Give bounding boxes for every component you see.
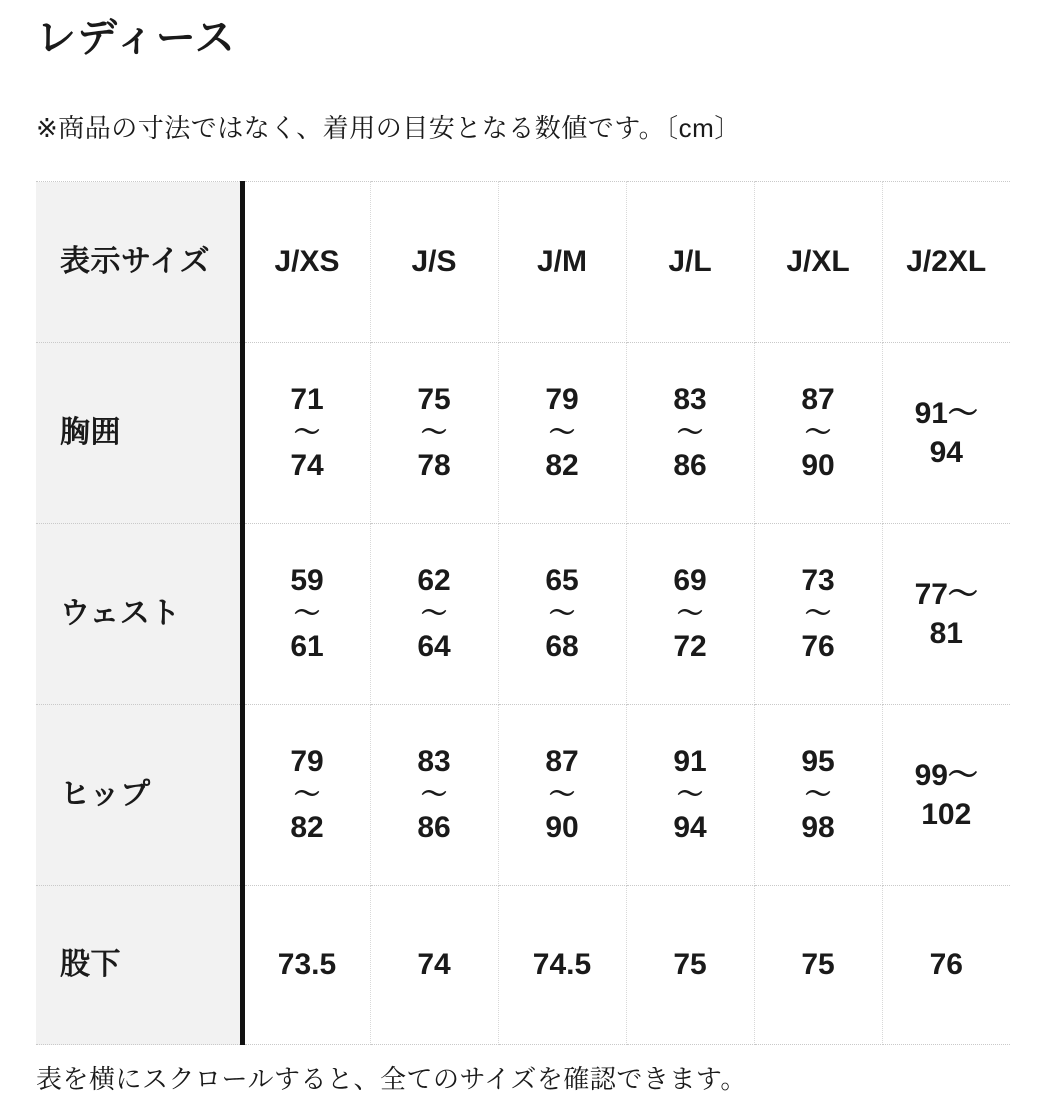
range-tilde: 〜 — [420, 417, 447, 448]
value-from: 59 — [290, 563, 324, 597]
value-to: 94 — [929, 436, 963, 469]
range-tilde: 〜 — [804, 598, 831, 629]
table-corner-label: 表示サイズ — [36, 182, 242, 343]
value-to: 102 — [921, 798, 972, 831]
column-header-j2xl: J/2XL — [882, 182, 1010, 343]
value-to: 86 — [417, 810, 451, 844]
value-from: 91 — [673, 744, 707, 778]
value-to: 82 — [290, 810, 324, 844]
range-tilde: 〜 — [548, 779, 575, 810]
value-to: 76 — [801, 629, 835, 663]
cell-hip-j2xl — [882, 705, 1010, 886]
value-from: 79 — [545, 382, 579, 416]
table-row — [36, 343, 1010, 524]
value-from: 79 — [290, 744, 324, 778]
value-from: 65 — [545, 563, 579, 597]
value-to: 90 — [545, 810, 579, 844]
cell-bust-js — [370, 343, 498, 524]
value-from: 71 — [290, 382, 324, 416]
cell-hip-jl — [626, 705, 754, 886]
cell-inseam-js: 74 — [370, 886, 498, 1045]
cell-waist-j2xl — [882, 524, 1010, 705]
value-to: 94 — [673, 810, 707, 844]
cell-waist-jl — [626, 524, 754, 705]
column-header-jxs: J/XS — [242, 182, 370, 343]
value-to: 86 — [673, 448, 707, 482]
value-to: 78 — [417, 448, 451, 482]
value-from: 83 — [673, 382, 707, 416]
column-header-jm: J/M — [498, 182, 626, 343]
cell-waist-jxs — [242, 524, 370, 705]
column-header-js: J/S — [370, 182, 498, 343]
value-from: 75 — [417, 382, 451, 416]
value-to: 72 — [673, 629, 707, 663]
cell-bust-j2xl — [882, 343, 1010, 524]
range-tilde: 〜 — [676, 779, 703, 810]
value-from: 83 — [417, 744, 451, 778]
cell-hip-jm — [498, 705, 626, 886]
range-tilde: 〜 — [420, 598, 447, 629]
range-tilde: 〜 — [676, 598, 703, 629]
page-title: レディース — [36, 16, 236, 60]
cell-bust-jl — [626, 343, 754, 524]
value-to: 82 — [545, 448, 579, 482]
value-from: 87 — [545, 744, 579, 778]
cell-waist-js — [370, 524, 498, 705]
value-from: 77〜 — [914, 578, 978, 611]
table-row — [36, 524, 1010, 705]
cell-hip-js — [370, 705, 498, 886]
column-header-jl: J/L — [626, 182, 754, 343]
size-table-body — [36, 343, 1010, 1045]
value-from: 69 — [673, 563, 707, 597]
cell-inseam-jxs: 73.5 — [242, 886, 370, 1045]
row-label-inseam: 股下 — [36, 886, 242, 1045]
cell-inseam-j2xl: 76 — [882, 886, 1010, 1045]
cell-bust-jxl — [754, 343, 882, 524]
cell-inseam-jm: 74.5 — [498, 886, 626, 1045]
range-tilde: 〜 — [293, 598, 320, 629]
size-table-head — [36, 182, 1010, 343]
row-label-bust: 胸囲 — [36, 343, 242, 524]
value-from: 62 — [417, 563, 451, 597]
range-tilde: 〜 — [548, 417, 575, 448]
range-tilde: 〜 — [293, 417, 320, 448]
cell-waist-jm — [498, 524, 626, 705]
table-row — [36, 705, 1010, 886]
range-tilde: 〜 — [804, 779, 831, 810]
value-from: 95 — [801, 744, 835, 778]
size-chart-page — [0, 14, 1046, 1094]
column-header-jxl: J/XL — [754, 182, 882, 343]
value-to: 74 — [290, 448, 324, 482]
cell-inseam-jxl: 75 — [754, 886, 882, 1045]
cell-hip-jxl — [754, 705, 882, 886]
value-to: 90 — [801, 448, 835, 482]
range-tilde: 〜 — [548, 598, 575, 629]
measurement-note: ※商品の寸法ではなく、着用の目安となる数値です。〔cm〕 — [36, 113, 741, 143]
range-tilde: 〜 — [420, 779, 447, 810]
range-tilde: 〜 — [804, 417, 831, 448]
row-label-hip: ヒップ — [36, 705, 242, 886]
value-from: 87 — [801, 382, 835, 416]
cell-inseam-jl: 75 — [626, 886, 754, 1045]
scroll-hint-note: 表を横にスクロールすると、全てのサイズを確認できます。 — [36, 1064, 747, 1094]
table-header-row — [36, 182, 1010, 343]
table-row — [36, 886, 1010, 1045]
row-label-waist: ウェスト — [36, 524, 242, 705]
size-table — [36, 181, 1010, 1045]
size-table-scroll-container[interactable] — [36, 181, 1010, 1045]
value-to: 61 — [290, 629, 324, 663]
value-to: 64 — [417, 629, 451, 663]
cell-bust-jm — [498, 343, 626, 524]
value-from: 99〜 — [914, 759, 978, 792]
value-from: 91〜 — [914, 397, 978, 430]
value-to: 68 — [545, 629, 579, 663]
cell-waist-jxl — [754, 524, 882, 705]
value-from: 73 — [801, 563, 835, 597]
value-to: 81 — [929, 617, 963, 650]
cell-bust-jxs — [242, 343, 370, 524]
value-to: 98 — [801, 810, 835, 844]
cell-hip-jxs — [242, 705, 370, 886]
range-tilde: 〜 — [676, 417, 703, 448]
range-tilde: 〜 — [293, 779, 320, 810]
